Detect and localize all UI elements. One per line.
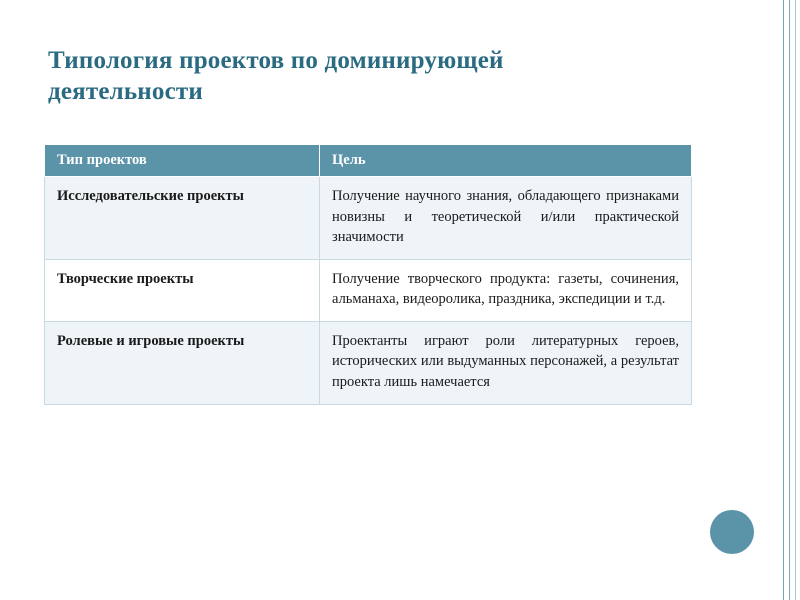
table-row <box>45 177 692 260</box>
column-header-goal: Цель <box>320 145 692 177</box>
page-title-line-1: Типология проектов по доминирующей <box>48 47 504 74</box>
cell-type: Творческие проекты <box>45 259 320 321</box>
edge-decoration <box>778 0 800 600</box>
table-row <box>45 321 692 404</box>
page-title-line-2: деятельности <box>48 77 203 105</box>
edge-rule-3 <box>795 0 796 600</box>
cell-type: Исследовательские проекты <box>45 177 320 260</box>
decorative-circle <box>710 510 754 554</box>
edge-rule-2 <box>789 0 790 600</box>
table-header-row <box>45 145 692 177</box>
cell-goal: Проектанты играют роли литературных героев, исторических или выдуманных персонажей, а результат проекта лишь намечается <box>320 321 692 404</box>
column-header-type: Тип проектов <box>45 145 320 177</box>
page-title <box>48 46 708 107</box>
cell-goal: Получение творческого продукта: газеты, сочинения, альманаха, видеоролика, праздника, экспедиции и т.д. <box>320 259 692 321</box>
table-row <box>45 259 692 321</box>
cell-type: Ролевые и игровые проекты <box>45 321 320 404</box>
project-typology-table <box>44 144 692 405</box>
edge-rule-1 <box>783 0 784 600</box>
cell-goal: Получение научного знания, обладающего признаками новизны и теоретической и/или практической значимости <box>320 177 692 260</box>
